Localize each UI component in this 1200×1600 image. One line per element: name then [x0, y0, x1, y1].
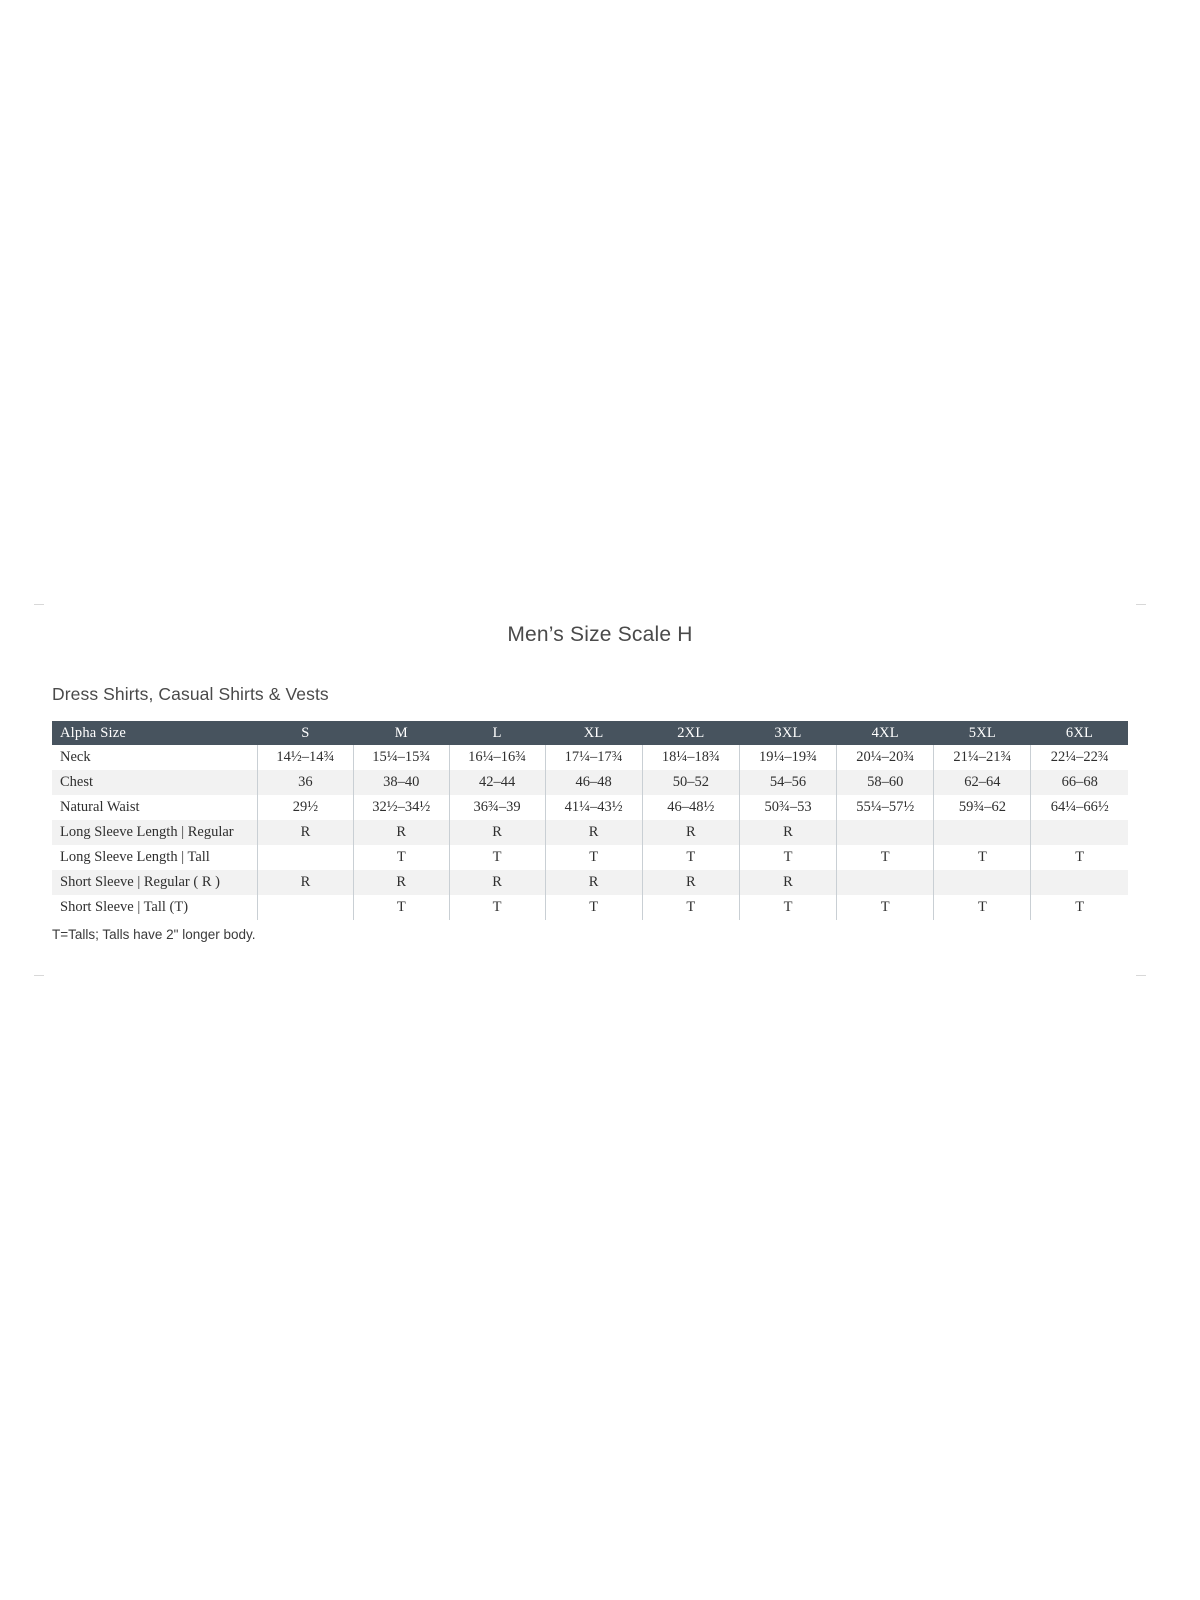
cell-ls-regular-2xl: R [642, 820, 739, 845]
crop-mark-bottom-left [34, 975, 44, 976]
cell-ls-tall-4xl: T [837, 845, 934, 870]
footnote: T=Talls; Talls have 2" longer body. [52, 927, 256, 942]
column-header-alpha-size: Alpha Size [52, 721, 258, 745]
cell-waist-m: 32½–34½ [353, 795, 449, 820]
row-label-natural-waist: Natural Waist [52, 795, 258, 820]
cell-ls-regular-xl: R [545, 820, 642, 845]
column-header-l: L [449, 721, 545, 745]
cell-neck-l: 16¼–16¾ [449, 745, 545, 770]
cell-ss-tall-2xl: T [642, 895, 739, 920]
row-label-long-sleeve-tall: Long Sleeve Length | Tall [52, 845, 258, 870]
row-label-neck: Neck [52, 745, 258, 770]
cell-ls-regular-l: R [449, 820, 545, 845]
cell-ss-tall-3xl: T [739, 895, 836, 920]
cell-ss-tall-l: T [449, 895, 545, 920]
cell-ss-tall-s [258, 895, 354, 920]
cell-neck-xl: 17¼–17¾ [545, 745, 642, 770]
cell-neck-6xl: 22¼–22¾ [1031, 745, 1128, 770]
cell-ss-tall-6xl: T [1031, 895, 1128, 920]
cell-waist-2xl: 46–48½ [642, 795, 739, 820]
cell-ss-tall-xl: T [545, 895, 642, 920]
column-header-m: M [353, 721, 449, 745]
cell-ss-tall-4xl: T [837, 895, 934, 920]
table-row [52, 845, 1128, 870]
size-chart-table [52, 721, 1128, 920]
cell-ss-tall-5xl: T [934, 895, 1031, 920]
cell-ls-tall-6xl: T [1031, 845, 1128, 870]
column-header-xl: XL [545, 721, 642, 745]
cell-ls-tall-s [258, 845, 354, 870]
cell-chest-2xl: 50–52 [642, 770, 739, 795]
table-row [52, 870, 1128, 895]
cell-chest-3xl: 54–56 [739, 770, 836, 795]
cell-ss-regular-xl: R [545, 870, 642, 895]
cell-chest-4xl: 58–60 [837, 770, 934, 795]
cell-ls-tall-3xl: T [739, 845, 836, 870]
cell-ls-regular-m: R [353, 820, 449, 845]
cell-neck-5xl: 21¼–21¾ [934, 745, 1031, 770]
cell-ss-regular-4xl [837, 870, 934, 895]
column-header-2xl: 2XL [642, 721, 739, 745]
cell-ss-regular-5xl [934, 870, 1031, 895]
crop-mark-bottom-right [1136, 975, 1146, 976]
row-label-short-sleeve-regular: Short Sleeve | Regular ( R ) [52, 870, 258, 895]
cell-chest-m: 38–40 [353, 770, 449, 795]
crop-mark-top-right [1136, 604, 1146, 605]
table-row [52, 795, 1128, 820]
column-header-3xl: 3XL [739, 721, 836, 745]
cell-ls-regular-3xl: R [739, 820, 836, 845]
cell-waist-6xl: 64¼–66½ [1031, 795, 1128, 820]
cell-chest-xl: 46–48 [545, 770, 642, 795]
cell-waist-l: 36¾–39 [449, 795, 545, 820]
column-header-4xl: 4XL [837, 721, 934, 745]
row-label-chest: Chest [52, 770, 258, 795]
section-title: Dress Shirts, Casual Shirts & Vests [52, 684, 329, 704]
cell-ss-regular-6xl [1031, 870, 1128, 895]
row-label-short-sleeve-tall: Short Sleeve | Tall (T) [52, 895, 258, 920]
page-title: Men’s Size Scale H [507, 623, 693, 646]
cell-ss-regular-l: R [449, 870, 545, 895]
table-row [52, 745, 1128, 770]
cell-waist-5xl: 59¾–62 [934, 795, 1031, 820]
cell-ls-tall-xl: T [545, 845, 642, 870]
cell-waist-s: 29½ [258, 795, 354, 820]
cell-ls-regular-5xl [934, 820, 1031, 845]
cell-chest-s: 36 [258, 770, 354, 795]
cell-ls-regular-4xl [837, 820, 934, 845]
crop-mark-top-left [34, 604, 44, 605]
cell-waist-xl: 41¼–43½ [545, 795, 642, 820]
cell-chest-5xl: 62–64 [934, 770, 1031, 795]
cell-neck-m: 15¼–15¾ [353, 745, 449, 770]
cell-ls-tall-5xl: T [934, 845, 1031, 870]
cell-ls-tall-m: T [353, 845, 449, 870]
cell-neck-2xl: 18¼–18¾ [642, 745, 739, 770]
cell-ss-regular-m: R [353, 870, 449, 895]
table-row [52, 895, 1128, 920]
cell-neck-3xl: 19¼–19¾ [739, 745, 836, 770]
cell-ls-regular-s: R [258, 820, 354, 845]
cell-waist-3xl: 50¾–53 [739, 795, 836, 820]
cell-chest-l: 42–44 [449, 770, 545, 795]
cell-neck-4xl: 20¼–20¾ [837, 745, 934, 770]
column-header-6xl: 6XL [1031, 721, 1128, 745]
cell-ss-regular-3xl: R [739, 870, 836, 895]
table-row [52, 820, 1128, 845]
cell-ss-regular-s: R [258, 870, 354, 895]
cell-ls-regular-6xl [1031, 820, 1128, 845]
cell-waist-4xl: 55¼–57½ [837, 795, 934, 820]
cell-ls-tall-2xl: T [642, 845, 739, 870]
cell-neck-s: 14½–14¾ [258, 745, 354, 770]
table-header [52, 721, 1128, 745]
table-body [52, 745, 1128, 920]
cell-ls-tall-l: T [449, 845, 545, 870]
row-label-long-sleeve-regular: Long Sleeve Length | Regular [52, 820, 258, 845]
size-chart-container [52, 721, 1128, 920]
cell-ss-regular-2xl: R [642, 870, 739, 895]
table-row [52, 770, 1128, 795]
cell-chest-6xl: 66–68 [1031, 770, 1128, 795]
cell-ss-tall-m: T [353, 895, 449, 920]
column-header-5xl: 5XL [934, 721, 1031, 745]
column-header-s: S [258, 721, 354, 745]
table-header-row [52, 721, 1128, 745]
